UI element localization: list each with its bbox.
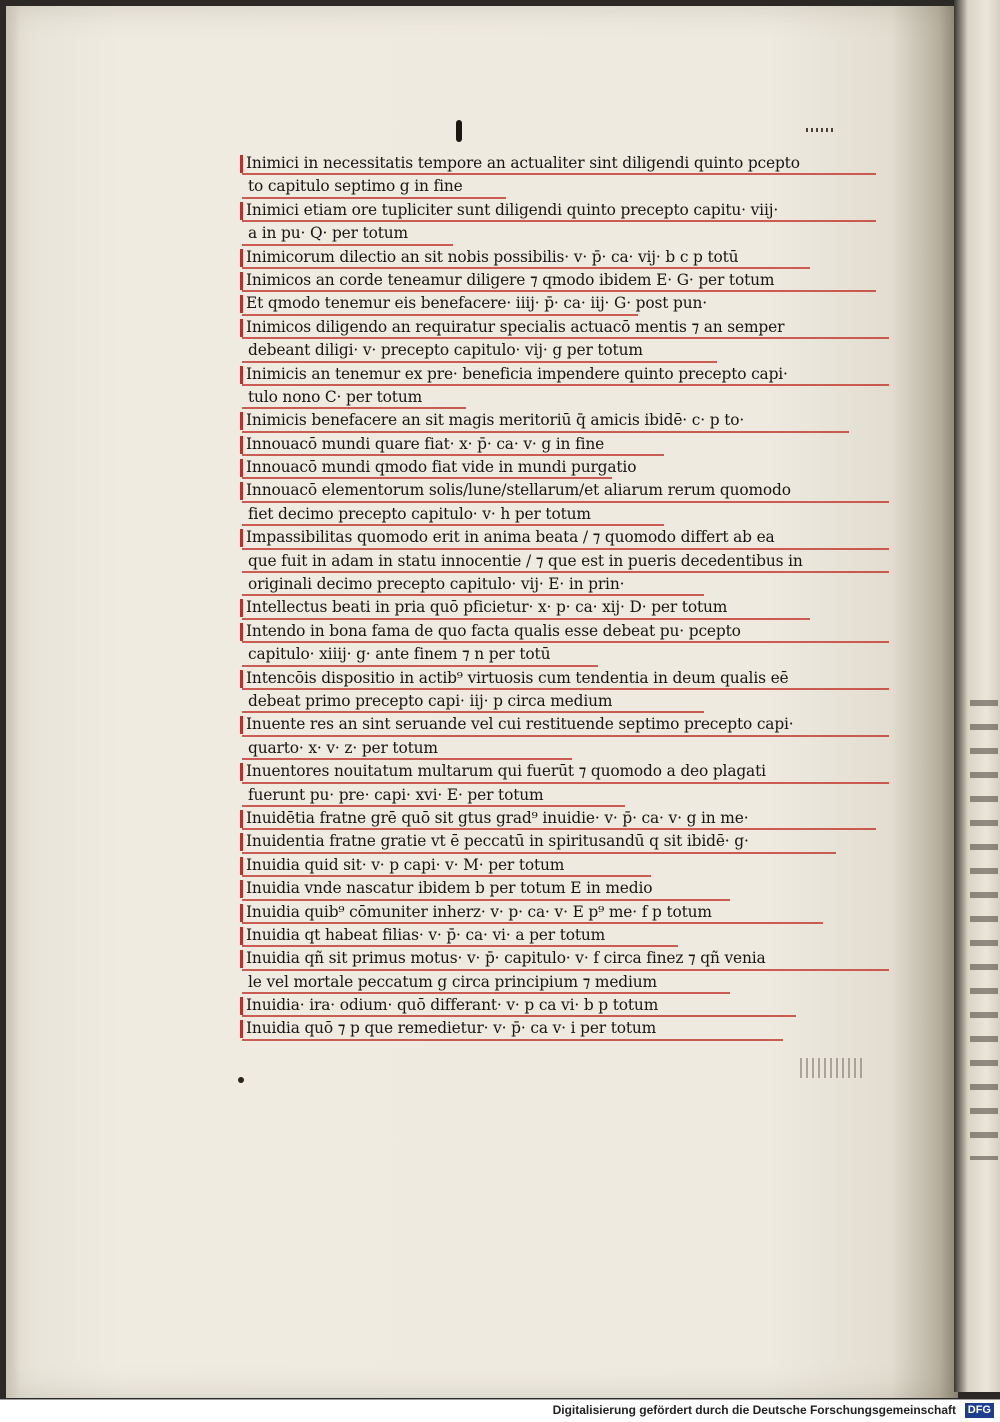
line-text: debeant diligi· v· precepto capitulo· vij· g per totum (248, 341, 643, 360)
index-entry-line (240, 316, 900, 339)
index-entry-line (240, 877, 900, 900)
index-continuation-line (240, 503, 900, 526)
index-continuation-line (240, 573, 900, 596)
index-entry-line (240, 760, 900, 783)
adjacent-page-ink-bleed (970, 700, 998, 1160)
line-text: Innouacō elementorum solis/lune/stellarum/et aliarum rerum quomodo (246, 481, 791, 500)
line-text: Inuentores nouitatum multarum qui fuerūt ⁊ quomodo a deo plagati (246, 762, 766, 781)
index-continuation-line (240, 737, 900, 760)
index-continuation-line (240, 386, 900, 409)
footer-credit: Digitalisierung gefördert durch die Deutsche Forschungsgemeinschaft (552, 1403, 956, 1417)
index-continuation-line (240, 175, 900, 198)
index-entry-line (240, 994, 900, 1017)
line-text: Impassibilitas quomodo erit in anima beata / ⁊ quomodo differt ab ea (246, 528, 775, 547)
line-text: Inimici etiam ore tupliciter sunt diligendi quinto precepto capitu· viij· (246, 200, 779, 219)
page-gutter-shadow (6, 6, 20, 1398)
index-entry-line (240, 409, 900, 432)
index-entry-line (240, 479, 900, 502)
index-continuation-line (240, 550, 900, 573)
line-text: Inimicis an tenemur ex pre· beneficia impendere quinto precepto capi· (246, 364, 788, 383)
line-text: Inimicos diligendo an requiratur specialis actuacō mentis ⁊ an semper (246, 317, 785, 336)
digitization-footer (0, 1399, 1000, 1422)
index-continuation-line (240, 784, 900, 807)
index-entry-line (240, 1017, 900, 1040)
line-text: Inuidia· ira· odium· quō differant· v· p ca vi· b p totum (246, 996, 659, 1015)
line-text: Intendo in bona fama de quo facta qualis esse debeat pu· pcepto (246, 621, 741, 640)
index-entry-line (240, 433, 900, 456)
line-text: Inuidia qt habeat filias· v· p̄· ca· vi· a per totum (246, 925, 606, 944)
line-text: Intencōis dispositio in actib⁹ virtuosis cum tendentia in deum qualis eē (246, 668, 789, 687)
line-text: to capitulo septimo g in fine (248, 177, 463, 196)
index-entry-line (240, 526, 900, 549)
catchword-smudge (800, 1058, 864, 1078)
line-text: debeat primo precepto capi· iij· p circa medium (248, 691, 613, 710)
line-text: Inimici in necessitatis tempore an actualiter sint diligendi quinto pcepto (246, 154, 800, 172)
corner-ink-mark (806, 128, 836, 132)
index-entry-line (240, 947, 900, 970)
index-entry-line (240, 854, 900, 877)
line-text: Intellectus beati in pria quō pficietur· x· p· ca· xij· D· per totum (246, 598, 728, 617)
index-continuation-line (240, 643, 900, 666)
line-text: capitulo· xiiij· g· ante finem ⁊ n per totū (248, 645, 551, 664)
line-text: Et qmodo tenemur eis benefacere· iiij· p̄· ca· iij· G· post pun· (246, 294, 707, 313)
line-text: Inuente res an sint seruande vel cui restituende septimo precepto capi· (246, 715, 794, 734)
index-entry-line (240, 830, 900, 853)
index-entry-line (240, 901, 900, 924)
index-entry-line (240, 456, 900, 479)
index-entry-line (240, 269, 900, 292)
index-entry-line (240, 596, 900, 619)
line-text: Inuidētia fratne grē quō sit gtus grad⁹ inuidie· v· p̄· ca· v· g in me· (246, 808, 749, 827)
index-entry-line (240, 667, 900, 690)
index-entry-line (240, 199, 900, 222)
line-text: Inimicos an corde teneamur diligere ⁊ qmodo ibidem E· G· per totum (246, 270, 775, 289)
line-text: Inimicorum dilectio an sit nobis possibilis· v· p̄· ca· vij· b c p totū (246, 247, 739, 266)
line-text: Inuidentia fratne gratie vt ē peccatū in spiritusandū q sit ibidē· g· (246, 832, 749, 851)
index-continuation-line (240, 222, 900, 245)
line-text: fuerunt pu· pre· capi· xvi· E· per totum (248, 785, 544, 804)
line-text: originali decimo precepto capitulo· vij· E· in prin· (248, 575, 625, 594)
line-text: Inuidia quib⁹ cōmuniter inherz· v· p· ca· v· E p⁹ me· f p totum (246, 902, 712, 921)
line-text: que fuit in adam in statu innocentie / ⁊ que est in pueris decedentibus in (248, 551, 803, 570)
index-entry-line (240, 363, 900, 386)
index-entry-line (240, 713, 900, 736)
index-entry-line (240, 807, 900, 830)
index-entry-line (240, 620, 900, 643)
index-entry-line (240, 924, 900, 947)
line-text: Inuidia quid sit· v· p capi· v· M· per totum (246, 855, 565, 874)
line-text: Inuidia qñ sit primus motus· v· p̄· capitulo· v· f circa finez ⁊ qñ venia (246, 949, 766, 968)
line-text: Inuidia quō ⁊ p que remedietur· v· p̄· ca v· i per totum (246, 1019, 657, 1038)
line-text: a in pu· Q· per totum (248, 224, 408, 243)
line-text: quarto· x· v· z· per totum (248, 738, 438, 757)
index-entry-line (240, 292, 900, 315)
index-continuation-line (240, 339, 900, 362)
line-text: Innouacō mundi quare fiat· x· p̄· ca· v· g in fine (246, 434, 605, 453)
line-text: fiet decimo precepto capitulo· v· h per totum (248, 504, 591, 523)
margin-dot (238, 1077, 244, 1083)
line-text: le vel mortale peccatum g circa principium ⁊ medium (248, 972, 657, 991)
dfg-logo: DFG (965, 1403, 994, 1418)
adjacent-page-edge (954, 0, 1000, 1392)
signature-mark (456, 120, 462, 142)
index-entry-line (240, 152, 900, 175)
index-entries (240, 152, 900, 1041)
index-continuation-line (240, 971, 900, 994)
line-text: Inimicis benefacere an sit magis meritoriū q̄ amicis ibidē· c· p to· (246, 411, 745, 430)
line-text: Inuidia vnde nascatur ibidem b per totum E in medio (246, 879, 653, 898)
line-text: tulo nono C· per totum (248, 387, 423, 406)
index-continuation-line (240, 690, 900, 713)
line-text: Innouacō mundi qmodo fiat vide in mundi purgatio (246, 458, 637, 477)
index-entry-line (240, 246, 900, 269)
